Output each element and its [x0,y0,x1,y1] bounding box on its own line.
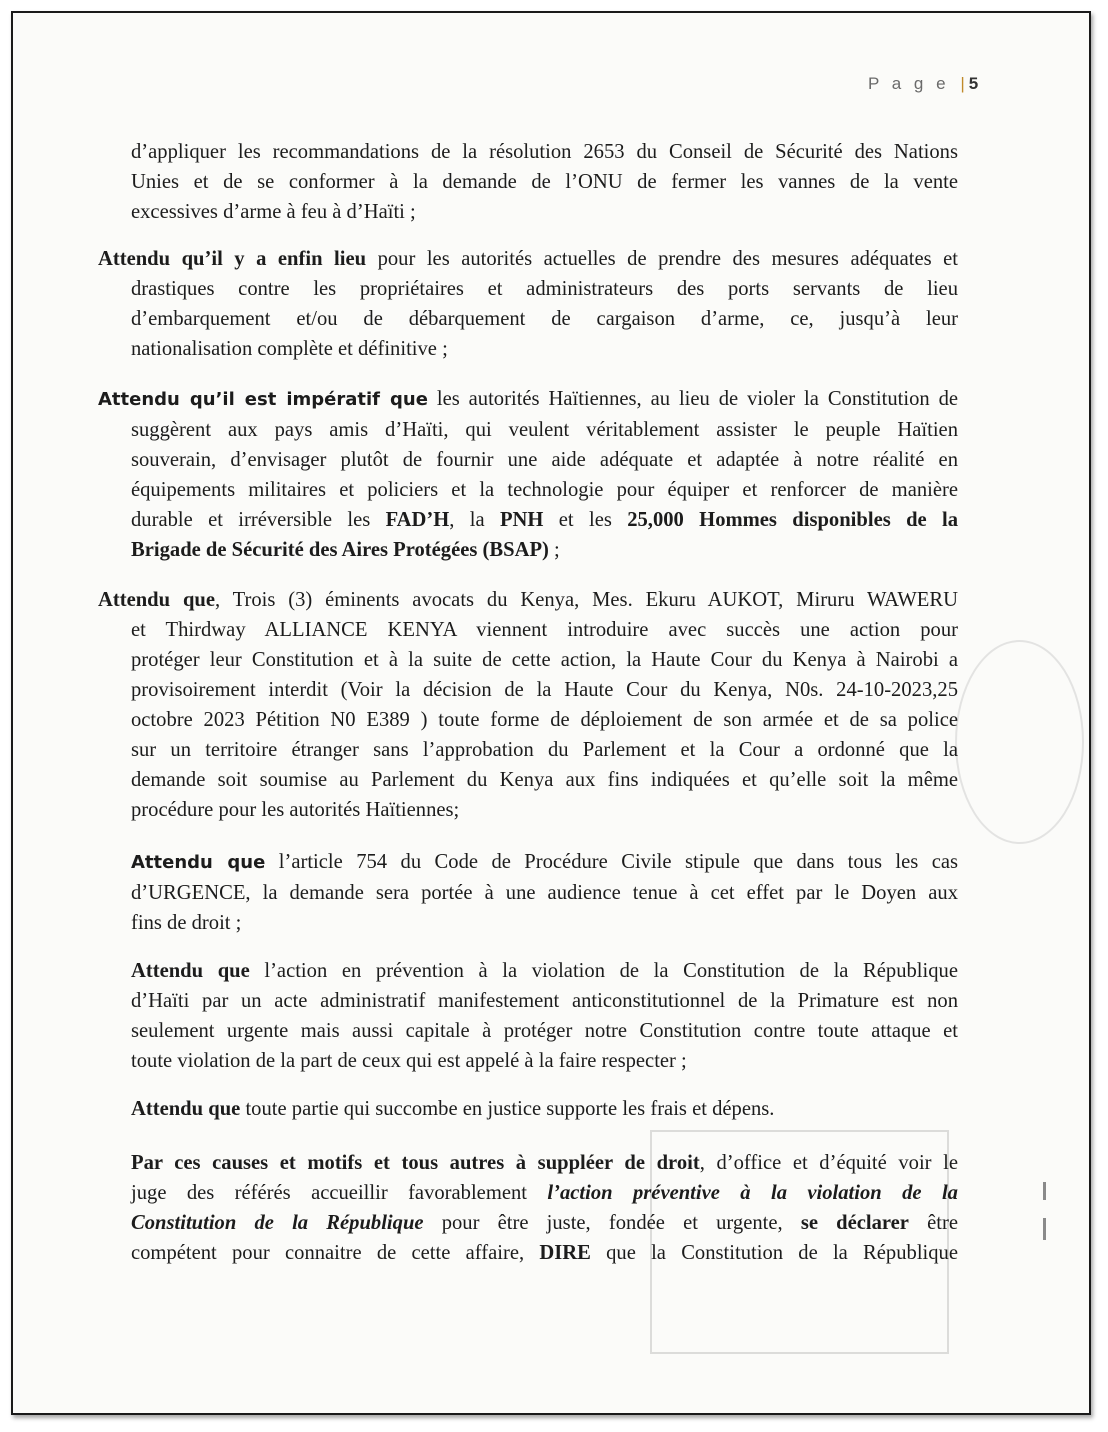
text-line [131,1094,958,1124]
text-line [98,585,958,615]
text-line: procédure pour les autorités Haïtiennes; [131,799,460,821]
text-span: pour être juste, fondée et urgente, [423,1212,801,1234]
page-number: 5 [968,74,979,93]
faint-round-stamp [955,640,1084,844]
text-line: suggèrent aux pays amis d’Haïti, qui veulent véritablement assister le peuple Haïtien [131,419,958,441]
text-line [131,1238,958,1268]
paragraph-lead: Attendu que [131,1098,241,1120]
paragraph-lead: Attendu que [131,960,250,982]
scan-mark [1043,1182,1046,1200]
text-span: que la Constitution de la République [590,1242,958,1264]
text-span: , la [449,509,500,531]
text-line: protéger leur Constitution et à la suite de cette action, la Haute Cour du Kenya à Nairobi a [131,649,958,671]
paragraph-lead: Attendu que [98,589,215,611]
paragraph-2 [98,244,958,364]
text-span: DIRE [539,1242,591,1264]
paragraph-lead: Attendu qu’il y a enfin lieu [98,248,367,270]
text-span: PNH [499,509,544,531]
text-span: 25,000 Hommes disponibles de la [627,509,959,531]
text-line: équipements militaires et policiers et la technologie pour équiper et renforcer de manière [131,479,958,501]
text-line [98,244,958,274]
text-span: juge des référés accueillir favorablement [131,1182,548,1204]
text-line: sur un territoire étranger sans l’approbation du Parlement et la Cour a ordonné que la [131,739,958,761]
text-line: toute violation de la part de ceux qui est appelé à la faire respecter ; [131,1050,687,1072]
paragraph-4 [98,585,958,825]
text-line: nationalisation complète et définitive ; [131,338,448,360]
text-span: , d’office et d’équité voir le [699,1152,958,1174]
text-span: et les [543,509,628,531]
paragraph-1 [131,137,958,227]
text-line: souverain, d’envisager plutôt de fournir une aide adéquate et adaptée à notre réalité en [131,449,958,471]
text-line [131,1208,958,1238]
text-line: seulement urgente mais aussi capitale à protéger notre Constitution contre toute attaque et [131,1020,958,1042]
text-span: , Trois (3) éminents avocats du Kenya, Mes. Ekuru AUKOT, Miruru WAWERU [215,589,958,611]
text-span: pour les autorités actuelles de prendre des mesures adéquates et [366,248,958,270]
page-label: P a g e [868,74,950,93]
text-line [131,1148,958,1178]
text-span: compétent pour connaitre de cette affaire, [131,1242,540,1264]
text-span: Brigade de Sécurité des Aires Protégées (BSAP) [131,539,549,561]
paragraph-5 [131,847,958,938]
paragraph-6 [131,956,958,1076]
text-line: provisoirement interdit (Voir la décision de la Haute Cour du Kenya, N0s. 24-10-2023,25 [131,679,958,701]
text-line [98,384,958,415]
text-span: l’action en prévention à la violation de la Constitution de la République [249,960,958,982]
text-line [131,505,958,535]
text-line: d’URGENCE, la demande sera portée à une audience tenue à cet effet par le Doyen aux [131,882,958,904]
text-line: demande soit soumise au Parlement du Kenya aux fins indiquées et qu’elle soit la même [131,769,958,791]
text-line: Unies et de se conformer à la demande de l’ONU de fermer les vannes de la vente [131,171,958,193]
text-span: être [908,1212,958,1234]
page-separator: | [960,74,965,93]
paragraph-8 [131,1148,958,1268]
scan-mark [1043,1218,1046,1240]
text-line: d’appliquer les recommandations de la résolution 2653 du Conseil de Sécurité des Nations [131,141,958,163]
text-span: durable et irréversible les [131,509,386,531]
text-span: Constitution de la République [131,1212,424,1234]
paragraph-lead: Attendu que [131,852,266,873]
text-span: se déclarer [800,1212,909,1234]
text-line [131,847,958,878]
text-span: les autorités Haïtiennes, au lieu de violer la Constitution de [427,388,959,410]
text-line: d’Haïti par un acte administratif manifestement anticonstitutionnel de la Primature est non [131,990,958,1012]
page-header [868,74,978,94]
text-span: toute partie qui succombe en justice supporte les frais et dépens. [240,1098,775,1120]
text-line: d’embarquement et/ou de débarquement de cargaison d’arme, ce, jusqu’à leur [131,308,958,330]
text-span: l’action préventive à la violation de la [547,1182,958,1204]
text-line [131,535,958,565]
text-span: l’article 754 du Code de Procédure Civile stipule que dans tous les cas [265,851,959,873]
text-line: et Thirdway ALLIANCE KENYA viennent introduire avec succès une action pour [131,619,958,641]
paragraph-lead: Attendu qu’il est impératif que [98,389,428,410]
text-line [131,956,958,986]
text-line: fins de droit ; [131,912,242,934]
paragraph-lead: Par ces causes et motifs et tous autres à suppléer de droit [131,1152,700,1174]
text-line: drastiques contre les propriétaires et administrateurs des ports servants de lieu [131,278,958,300]
text-span: ; [548,539,560,561]
text-span: FAD’H [385,509,450,531]
paragraph-3 [98,384,958,565]
paragraph-7 [131,1094,958,1124]
text-line [131,1178,958,1208]
text-line: excessives d’arme à feu à d’Haïti ; [131,201,416,223]
text-line: octobre 2023 Pétition N0 E389 ) toute forme de déploiement de son armée et de sa police [131,709,958,731]
